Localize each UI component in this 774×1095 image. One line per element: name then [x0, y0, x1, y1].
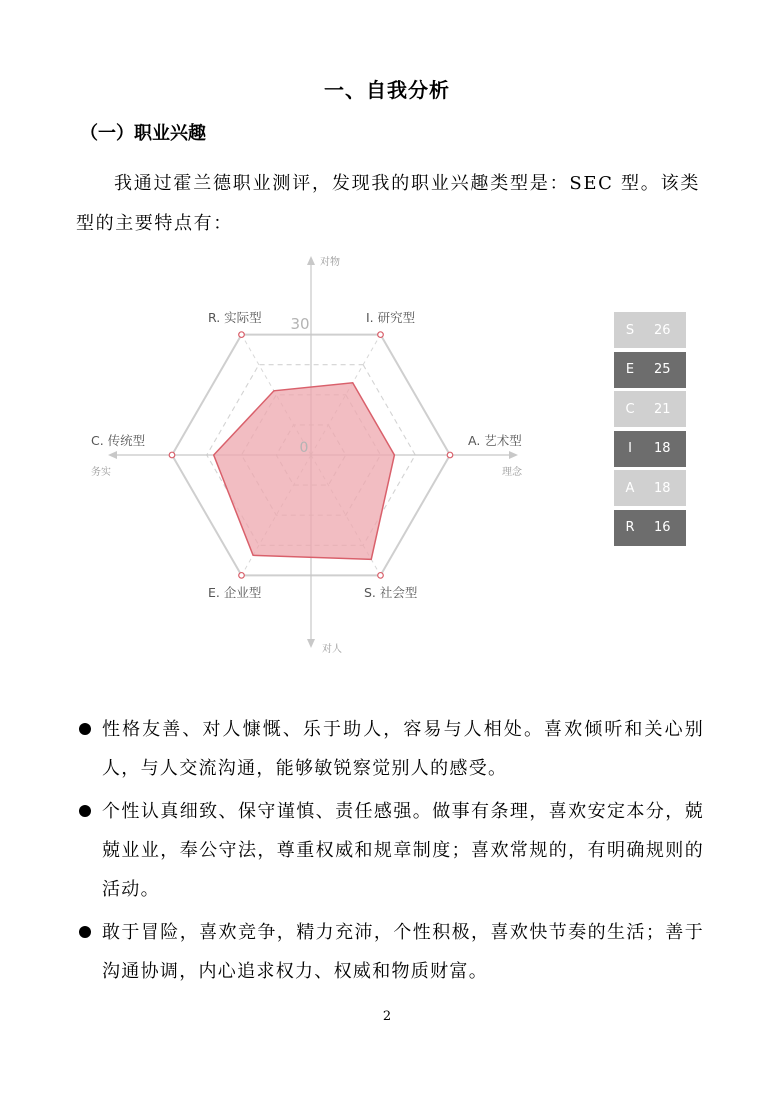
axis-arrow-top [307, 256, 315, 265]
vertex-marker-r [239, 332, 245, 338]
legend-row-c [614, 391, 686, 427]
legend-value: 26 [654, 322, 671, 338]
legend-key: A [625, 480, 635, 496]
axis-arrow-left [108, 451, 117, 459]
legend-row-a [614, 470, 686, 506]
dim-label-e: E. 企业型 [208, 585, 262, 600]
bullet-dot-icon [79, 723, 91, 735]
legend-key: S [625, 322, 635, 338]
legend-key: I [628, 441, 632, 456]
list-item [76, 792, 704, 909]
tick-max-label: 30 [290, 315, 310, 333]
page-number: 2 [382, 1009, 392, 1024]
axis-label-left: 务实 [91, 467, 111, 478]
legend-value: 25 [654, 362, 671, 377]
legend-key: E [625, 362, 635, 377]
tick-min-label: 0 [299, 440, 309, 456]
legend-key: C [625, 401, 635, 417]
list-item-text: 个性认真细致、保守谨慎、责任感强。做事有条理，喜欢安定本分，兢兢业业，奉公守法，尊重权威和规章制度；喜欢常规的，有明确规则的活动。 [102, 801, 704, 900]
bullet-dot-icon [79, 805, 91, 817]
dim-label-i: I. 研究型 [366, 310, 416, 325]
vertex-marker-a [447, 452, 453, 458]
vertex-marker-c [169, 452, 175, 458]
axis-label-bottom: 对人 [322, 644, 342, 655]
axis-arrow-right [509, 451, 518, 459]
dim-label-r: R. 实际型 [208, 310, 262, 325]
list-item [76, 913, 704, 991]
legend-value: 16 [654, 520, 671, 535]
vertex-marker-i [378, 332, 384, 338]
dim-label-c: C. 传统型 [91, 433, 146, 448]
data-polygon [214, 383, 395, 560]
bullet-dot-icon [79, 926, 91, 938]
axis-arrow-bottom [307, 639, 315, 648]
legend-row-r [614, 510, 686, 546]
legend-value: 21 [654, 401, 671, 417]
dim-label-s: S. 社会型 [364, 585, 418, 600]
subsection-heading: （一）职业兴趣 [80, 123, 206, 144]
trait-list [76, 710, 704, 995]
section-heading: 一、自我分析 [324, 78, 450, 102]
legend-key: R [625, 520, 635, 535]
axis-label-right: 理念 [502, 467, 522, 478]
legend-value: 18 [654, 441, 671, 456]
score-legend [614, 312, 686, 549]
list-item [76, 710, 704, 788]
legend-row-e [614, 352, 686, 388]
vertex-marker-s [378, 573, 384, 579]
legend-row-s [614, 312, 686, 348]
intro-paragraph: 我通过霍兰德职业测评，发现我的职业兴趣类型是：SEC 型。该类型的主要特点有： [76, 173, 700, 234]
legend-row-i [614, 431, 686, 467]
list-item-text: 敢于冒险，喜欢竞争，精力充沛，个性积极，喜欢快节奏的生活；善于沟通协调，内心追求权力、权威和物质财富。 [102, 922, 704, 982]
dim-label-a: A. 艺术型 [468, 433, 522, 448]
list-item-text: 性格友善、对人慷慨、乐于助人，容易与人相处。喜欢倾听和关心别人，与人交流沟通，能够敏锐察觉别人的感受。 [102, 719, 704, 779]
axis-label-top: 对物 [320, 257, 340, 268]
vertex-marker-e [239, 573, 245, 579]
legend-value: 18 [654, 480, 671, 496]
